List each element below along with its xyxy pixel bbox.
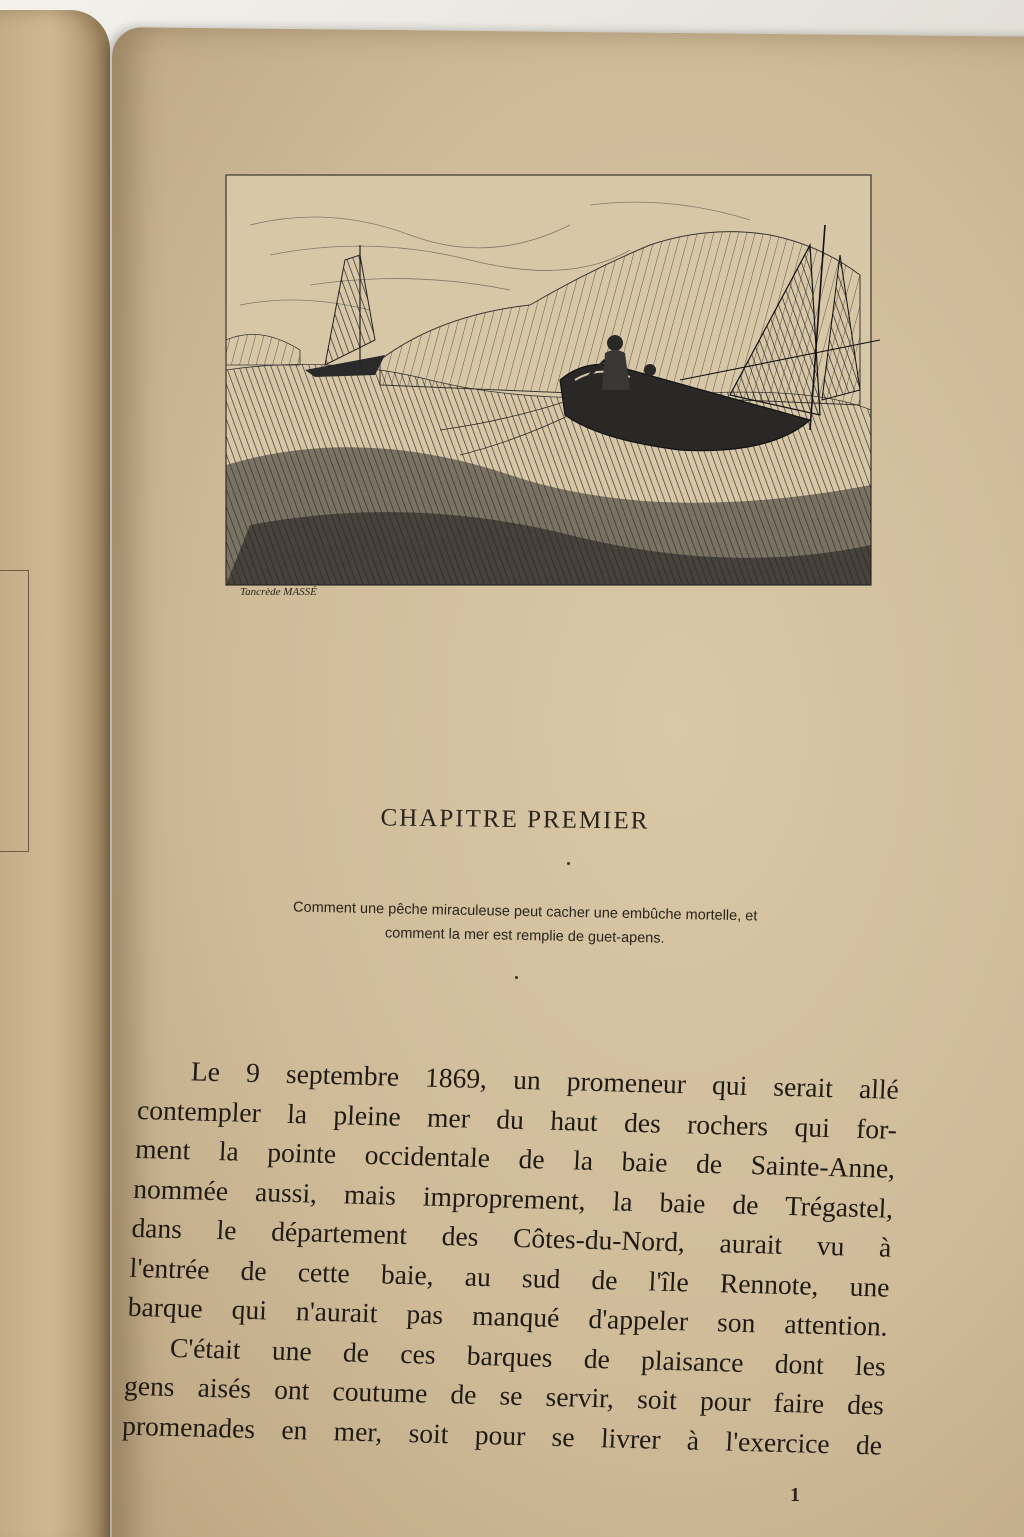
illustration-signature: Tancrède MASSÉ [240,586,317,598]
body-line: nommée aussi, mais improprement, la baie de Trégastel, [132,1172,894,1224]
chapter-summary-line: Comment une pêche miraculeuse peut cacher une embûche mortelle, et [292,899,758,925]
body-line: ment la pointe occidentale de la baie de Sainte-Anne, [134,1132,896,1184]
body-line: promenades en mer, soit pour se livrer à l'exercice de [121,1409,883,1461]
left-page-edge [0,10,110,1537]
body-line: dans le département des Côtes-du-Nord, aurait vu à [130,1211,893,1263]
body-paragraphs [121,1050,899,1465]
left-page-frame [0,570,29,852]
body-line: Le 9 septembre 1869, un promeneur qui serait allé [190,1055,900,1105]
body-line: l'entrée de cette baie, au sud de l'île Rennote, une [129,1251,891,1303]
body-line: contempler la pleine mer du haut des rochers qui for- [136,1093,898,1145]
ornament-dot [515,976,518,979]
body-line: gens aisés ont coutume de se servir, soit pour faire des [123,1369,885,1421]
etching-fishing-boat-at-sea-icon [210,165,880,615]
page-number: 1 [790,1484,800,1506]
chapter-summary-line: comment la mer est remplie de guet-apens. [384,925,665,947]
ornament-dot [567,862,570,865]
body-line: barque qui n'aurait pas manqué d'appeler son attention. [127,1290,889,1342]
body-line: C'était une de ces barques de plaisance dont les [169,1331,887,1382]
chapter-title: CHAPITRE PREMIER [380,804,650,835]
